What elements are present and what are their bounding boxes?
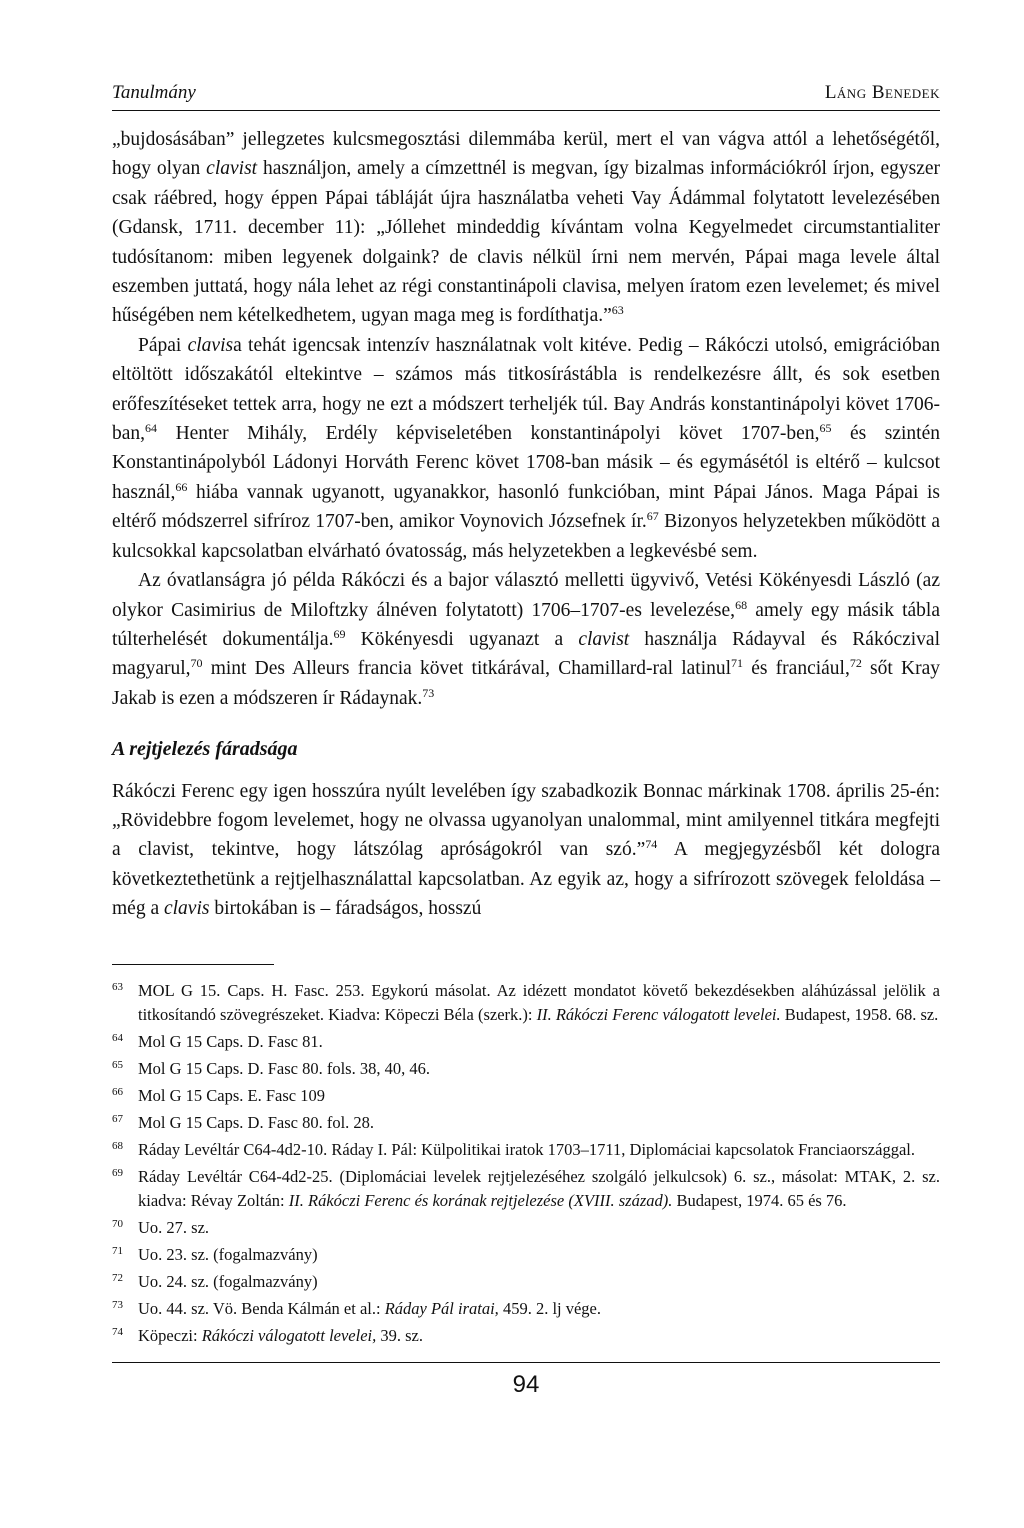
- footnote-number: 65: [112, 1058, 123, 1071]
- section-label: Tanulmány: [112, 82, 196, 103]
- footnote-number: 72: [112, 1271, 123, 1284]
- footnote-number: 68: [112, 1139, 123, 1152]
- footnote-separator: [112, 964, 274, 965]
- paragraph-2: [112, 331, 940, 566]
- footnote: [112, 1138, 940, 1162]
- italic-run: clavis: [187, 334, 234, 356]
- footnote-text: Mol G 15 Caps. D. Fasc 80. fol. 28.: [138, 1112, 375, 1132]
- footnote-number: 63: [112, 980, 123, 993]
- italic-run: clavist: [578, 628, 630, 650]
- text-run: használja Rádayval és Rákóczival magyarul,: [112, 628, 941, 680]
- footnote: [112, 1216, 940, 1240]
- text-run: hiába vannak ugyanott, ugyanakkor, hasonló funkcióban, mint Pápai János. Maga Pápai is eltérő módszerrel sifríroz 1707-ben, amikor Voynovich Józsefnek ír.: [112, 481, 940, 533]
- text-run: használjon, amely a címzettnél is megvan, így bizalmas információkról írjon, egyszer csak ráébred, hogy éppen Pápai tábláját újra használatba veheti Vay Ádámmal folytatott levelezésében (Gdansk, 1711. december 11): „Jóllehet mindeddig kívántam volna Kegyelmedet circumstantialiter tudósítanom: miben legyenek dolgaink? de clavis nélkül írni nem mervén, Pápai maga levele által eszemben juttatá, hogy nála lehet az régi constantinápoli clavisa, melyen íratom ezen levelemet; és mivel hűségében nem kételkedhetem, ugyan maga meg is fordíthatja.”: [112, 158, 940, 327]
- paragraph-4: [112, 777, 940, 924]
- footnote: [112, 1084, 940, 1108]
- footnote-text: Mol G 15 Caps. D. Fasc 81.: [138, 1031, 323, 1051]
- footnote: [112, 1243, 940, 1267]
- footnote-ref[interactable]: 74: [645, 837, 658, 852]
- text-run: és szintén Konstantinápolyból Ládonyi Horváth Ferenc követ 1708-ban másik – és egymásétól is eltérő – kulcsot használ,: [112, 423, 941, 503]
- footnote-text: Mol G 15 Caps. E. Fasc 109: [138, 1085, 325, 1105]
- page: [112, 82, 940, 1399]
- footnotes: [112, 979, 940, 1348]
- text-run: amely egy másik tábla túlterhelését dokumentálja.: [112, 599, 941, 650]
- footnote: [112, 1057, 940, 1081]
- running-head: [112, 82, 940, 111]
- footnote: [112, 1030, 940, 1054]
- footnote-text: Ráday Levéltár C64-4d2-25. (Diplomáciai levelek rejtjelezéséhez szolgáló jelkulcsok) 6. sz., másolat: MTAK, 2. sz. kiadva: Révay Zoltán: II. Rákóczi Ferenc és korának rejtjelezése (XVIII. század). Budapest, 1974. 65 és 76.: [138, 1166, 940, 1210]
- text-run: Pápai: [138, 334, 188, 356]
- author-name: Láng Benedek: [824, 82, 940, 103]
- footnote-ref[interactable]: 66: [175, 479, 188, 494]
- footnote-number: 69: [112, 1166, 123, 1179]
- footnote-number: 71: [112, 1244, 123, 1257]
- text-run: A megjegyzésből két dologra következtethetünk a rejtjelhasználattal kapcsolatban. Az egyik az, hogy a sifrírozott szövegek feloldása – még a: [112, 839, 940, 920]
- page-number: 94: [512, 1370, 540, 1398]
- footnote-number: 73: [112, 1298, 123, 1311]
- text-run: sőt Kray Jakab is ezen a módszeren ír Rádaynak.: [112, 658, 940, 709]
- bottom-rule: [112, 1362, 940, 1363]
- footnote-ref[interactable]: 73: [422, 685, 435, 700]
- footnote-ref[interactable]: 70: [190, 656, 203, 671]
- footnote-text: Uo. 23. sz. (fogalmazvány): [138, 1244, 318, 1264]
- footnote-text: Uo. 24. sz. (fogalmazvány): [138, 1271, 318, 1291]
- footnote-ref[interactable]: 63: [611, 303, 624, 318]
- text-run: Henter Mihály, Erdély képviseletében konstantinápolyi követ 1707-ben,: [157, 423, 820, 445]
- footnote-text: Uo. 44. sz. Vö. Benda Kálmán et al.: Ráday Pál iratai, 459. 2. lj vége.: [138, 1298, 602, 1318]
- footnote-ref[interactable]: 64: [145, 421, 158, 436]
- footnote-text: Uo. 27. sz.: [138, 1217, 210, 1237]
- text-run: mint Des Alleurs francia követ titkárával, Chamillard-ral latinul: [202, 658, 732, 680]
- text-run: a tehát igencsak intenzív használatnak volt kitéve. Pedig – Rákóczi utolsó, emigrációban eltöltött időszakától eltekintve – számos más titkosírástábla is rendelkezésre állt, és sok esetben erőfeszítéseket tettek arra, hogy ne ezt a módszert terheljék túl. Bay András konstantinápolyi követ 1706-ban,: [112, 334, 940, 445]
- body-text: [112, 125, 940, 924]
- footnote-number: 70: [112, 1217, 123, 1230]
- footnote-ref[interactable]: 71: [731, 656, 744, 671]
- footnote-ref[interactable]: 68: [735, 597, 748, 612]
- text-run: birtokában is – fáradságos, hosszú: [209, 898, 482, 920]
- footnote: [112, 1111, 940, 1135]
- footnote-text: MOL G 15. Caps. H. Fasc. 253. Egykorú másolat. Az idézett mondatot követő bekezdésekben aláhúzással jelölik a titkosítandó szövegrészeket. Kiadva: Köpeczi Béla (szerk.): II. Rákóczi Ferenc válogatott levelei. Budapest, 1958. 68. sz.: [138, 980, 940, 1024]
- footnote: [112, 1324, 940, 1348]
- footnote-number: 66: [112, 1085, 123, 1098]
- footnote-number: 64: [112, 1031, 123, 1044]
- text-run: és franciául,: [743, 658, 850, 680]
- footnote-ref[interactable]: 65: [819, 421, 832, 436]
- footnote-ref[interactable]: 67: [646, 509, 659, 524]
- footnote-ref[interactable]: 69: [333, 626, 346, 641]
- footnote-text: Mol G 15 Caps. D. Fasc 80. fols. 38, 40, 46.: [138, 1058, 430, 1078]
- footnote: [112, 1165, 940, 1213]
- text-run: Az óvatlanságra jó példa Rákóczi és a bajor választó melletti ügyvivő, Vetési Kökényesdi László (az olykor Casimirius de Miloftzky álnéven folytatott) 1706–1707-es levelezése,: [112, 570, 940, 621]
- footnote: [112, 1270, 940, 1294]
- footnote-ref[interactable]: 72: [849, 656, 862, 671]
- footnote: [112, 979, 940, 1027]
- paragraph-1: [112, 125, 940, 331]
- italic-run: clavist: [206, 158, 258, 180]
- footnote-text: Ráday Levéltár C64-4d2-10. Ráday I. Pál: Külpolitikai iratok 1703–1711, Diplomáciai kapcsolatok Franciaországgal.: [138, 1139, 915, 1159]
- text-run: „bujdosásában” jellegzetes kulcsmegosztási dilemmába kerül, mert el van vágva attól a lehetőségétől, hogy olyan: [112, 129, 940, 180]
- footnote: [112, 1297, 940, 1321]
- footnote-number: 67: [112, 1112, 123, 1125]
- text-run: Rákóczi Ferenc egy igen hosszúra nyúlt levelében így szabadkozik Bonnac márkinak 1708. április 25-én: „Rövidebbre fogom levelemet, hogy ne olvassa ugyanolyan unalommal, mint amilyennel titkára megfejti a clavist, tekintve, hogy látszólag apróságokról van szó.”: [112, 780, 940, 861]
- paragraph-3: [112, 566, 940, 713]
- section-heading: A rejtjelezés fáradsága: [112, 738, 298, 761]
- text-run: Bizonyos helyzetekben működött a kulcsokkal kapcsolatban elvárható óvatosság, más helyzetekben a legkevésbé sem.: [112, 511, 940, 562]
- footnote-number: 74: [112, 1325, 123, 1338]
- text-run: Kökényesdi ugyanazt a: [345, 628, 579, 650]
- italic-run: clavis: [163, 898, 210, 920]
- footnote-text: Köpeczi: Rákóczi válogatott levelei, 39. sz.: [138, 1325, 424, 1345]
